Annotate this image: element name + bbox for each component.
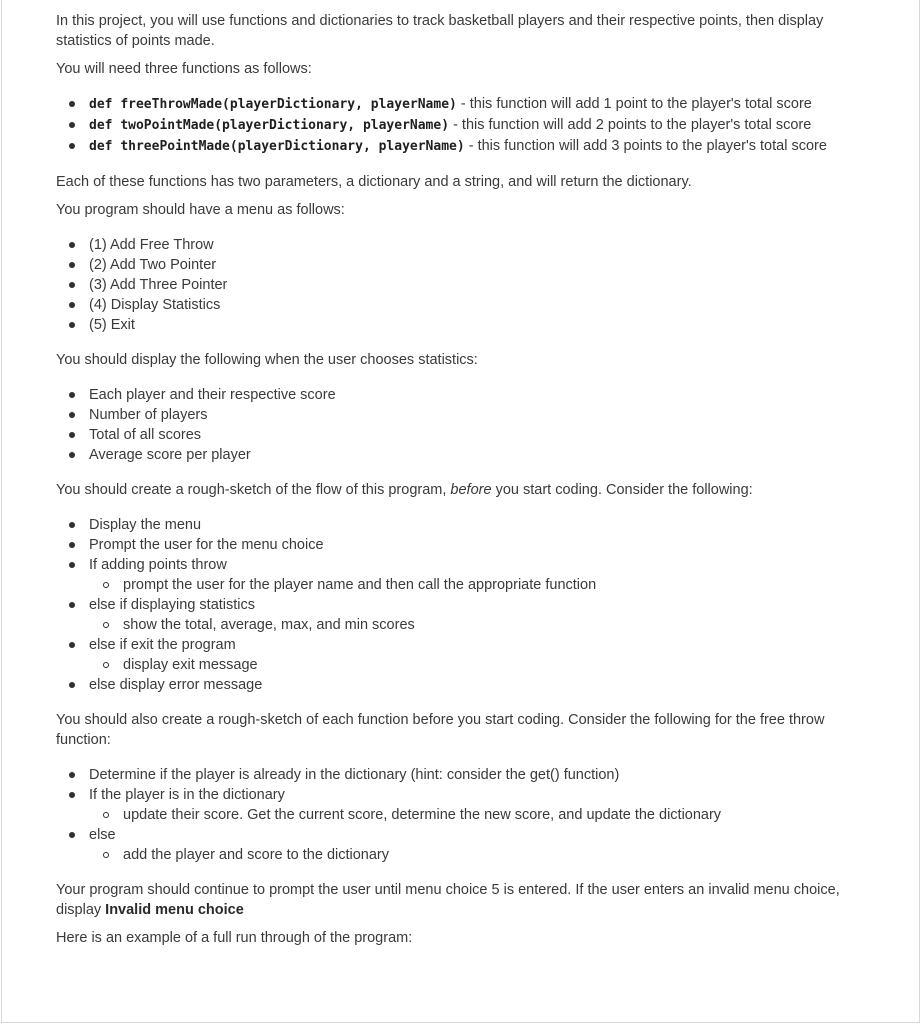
menu-item: (5) Exit <box>56 315 866 335</box>
function-description: - this function will add 3 points to the player's total score <box>464 138 827 154</box>
function-signature: freeThrowMade(playerDictionary, playerName) <box>120 97 457 112</box>
sub-list <box>89 575 866 595</box>
function-step: If the player is in the dictionary <box>89 787 285 803</box>
list-item <box>56 515 866 535</box>
sketch-intro-start: You should create a rough-sketch of the flow of this program, <box>56 482 451 498</box>
flow-step: Display the menu <box>89 517 202 533</box>
flow-step: else if displaying statistics <box>89 597 256 613</box>
list-item <box>56 595 866 635</box>
list-item <box>56 555 866 595</box>
list-item: Total of all scores <box>56 425 866 445</box>
sub-list-item: update their score. Get the current score, determine the new score, and update the dictionary <box>89 805 866 825</box>
continue-paragraph <box>56 880 866 920</box>
sub-list-item: add the player and score to the dictionary <box>89 845 866 865</box>
menu-item: (3) Add Three Pointer <box>56 275 866 295</box>
flow-step: else if exit the program <box>89 637 236 653</box>
list-item: Average score per player <box>56 445 866 465</box>
list-item <box>56 94 866 115</box>
sketch-intro-end: you start coding. Consider the following: <box>491 482 753 498</box>
sketch-intro <box>56 480 866 500</box>
statistics-intro: You should display the following when the user chooses statistics: <box>56 352 478 368</box>
function-description: - this function will add 2 points to the player's total score <box>449 117 812 133</box>
invalid-menu-message: Invalid menu choice <box>105 902 244 918</box>
list-item <box>56 675 866 695</box>
flow-step: If adding points throw <box>89 557 227 573</box>
continue-text: Your program should continue to prompt the user until menu choice 5 is entered. If the user enters an invalid menu choice, display <box>56 882 840 918</box>
list-item <box>56 115 866 136</box>
menu-list <box>56 235 866 335</box>
flow-step: else display error message <box>89 677 263 693</box>
parameters-paragraph: Each of these functions has two parameters, a dictionary and a string, and will return the dictionary. <box>56 174 692 190</box>
example-intro: Here is an example of a full run through of the program: <box>56 930 413 946</box>
sub-list <box>89 655 866 675</box>
sub-list <box>89 805 866 825</box>
functions-intro: You will need three functions as follows: <box>56 61 312 77</box>
list-item <box>56 535 866 555</box>
function-signature: twoPointMade(playerDictionary, playerName) <box>120 118 450 133</box>
code-keyword: def <box>89 139 121 154</box>
function-description: - this function will add 1 point to the player's total score <box>456 96 812 112</box>
sub-list <box>89 615 866 635</box>
list-item <box>56 136 866 157</box>
function-sketch-intro: You should also create a rough-sketch of each function before you start coding. Consider the following for the free throw function: <box>56 712 825 748</box>
menu-item: (1) Add Free Throw <box>56 235 866 255</box>
list-item: Number of players <box>56 405 866 425</box>
list-item <box>56 785 866 825</box>
function-step: else <box>89 827 116 843</box>
list-item <box>56 765 866 785</box>
menu-item: (4) Display Statistics <box>56 295 866 315</box>
list-item <box>56 635 866 675</box>
sketch-intro-emphasis: before <box>450 482 492 498</box>
function-signature: threePointMade(playerDictionary, playerName) <box>120 139 465 154</box>
statistics-list <box>56 385 866 465</box>
flow-step: Prompt the user for the menu choice <box>89 537 324 553</box>
function-step: Determine if the player is already in the dictionary (hint: consider the get() function) <box>89 767 620 783</box>
sub-list <box>89 845 866 865</box>
functions-list <box>56 94 866 157</box>
document-content <box>56 11 866 948</box>
menu-item: (2) Add Two Pointer <box>56 255 866 275</box>
menu-intro: You program should have a menu as follows: <box>56 202 345 218</box>
sub-list-item: display exit message <box>89 655 866 675</box>
code-keyword: def <box>89 97 121 112</box>
sub-list-item: show the total, average, max, and min scores <box>89 615 866 635</box>
code-keyword: def <box>89 118 121 133</box>
intro-paragraph: In this project, you will use functions and dictionaries to track basketball players and their respective points, then display statistics of points made. <box>56 13 824 49</box>
list-item <box>56 825 866 865</box>
list-item: Each player and their respective score <box>56 385 866 405</box>
sub-list-item: prompt the user for the player name and then call the appropriate function <box>89 575 866 595</box>
function-steps-list <box>56 765 866 865</box>
flow-list <box>56 515 866 695</box>
